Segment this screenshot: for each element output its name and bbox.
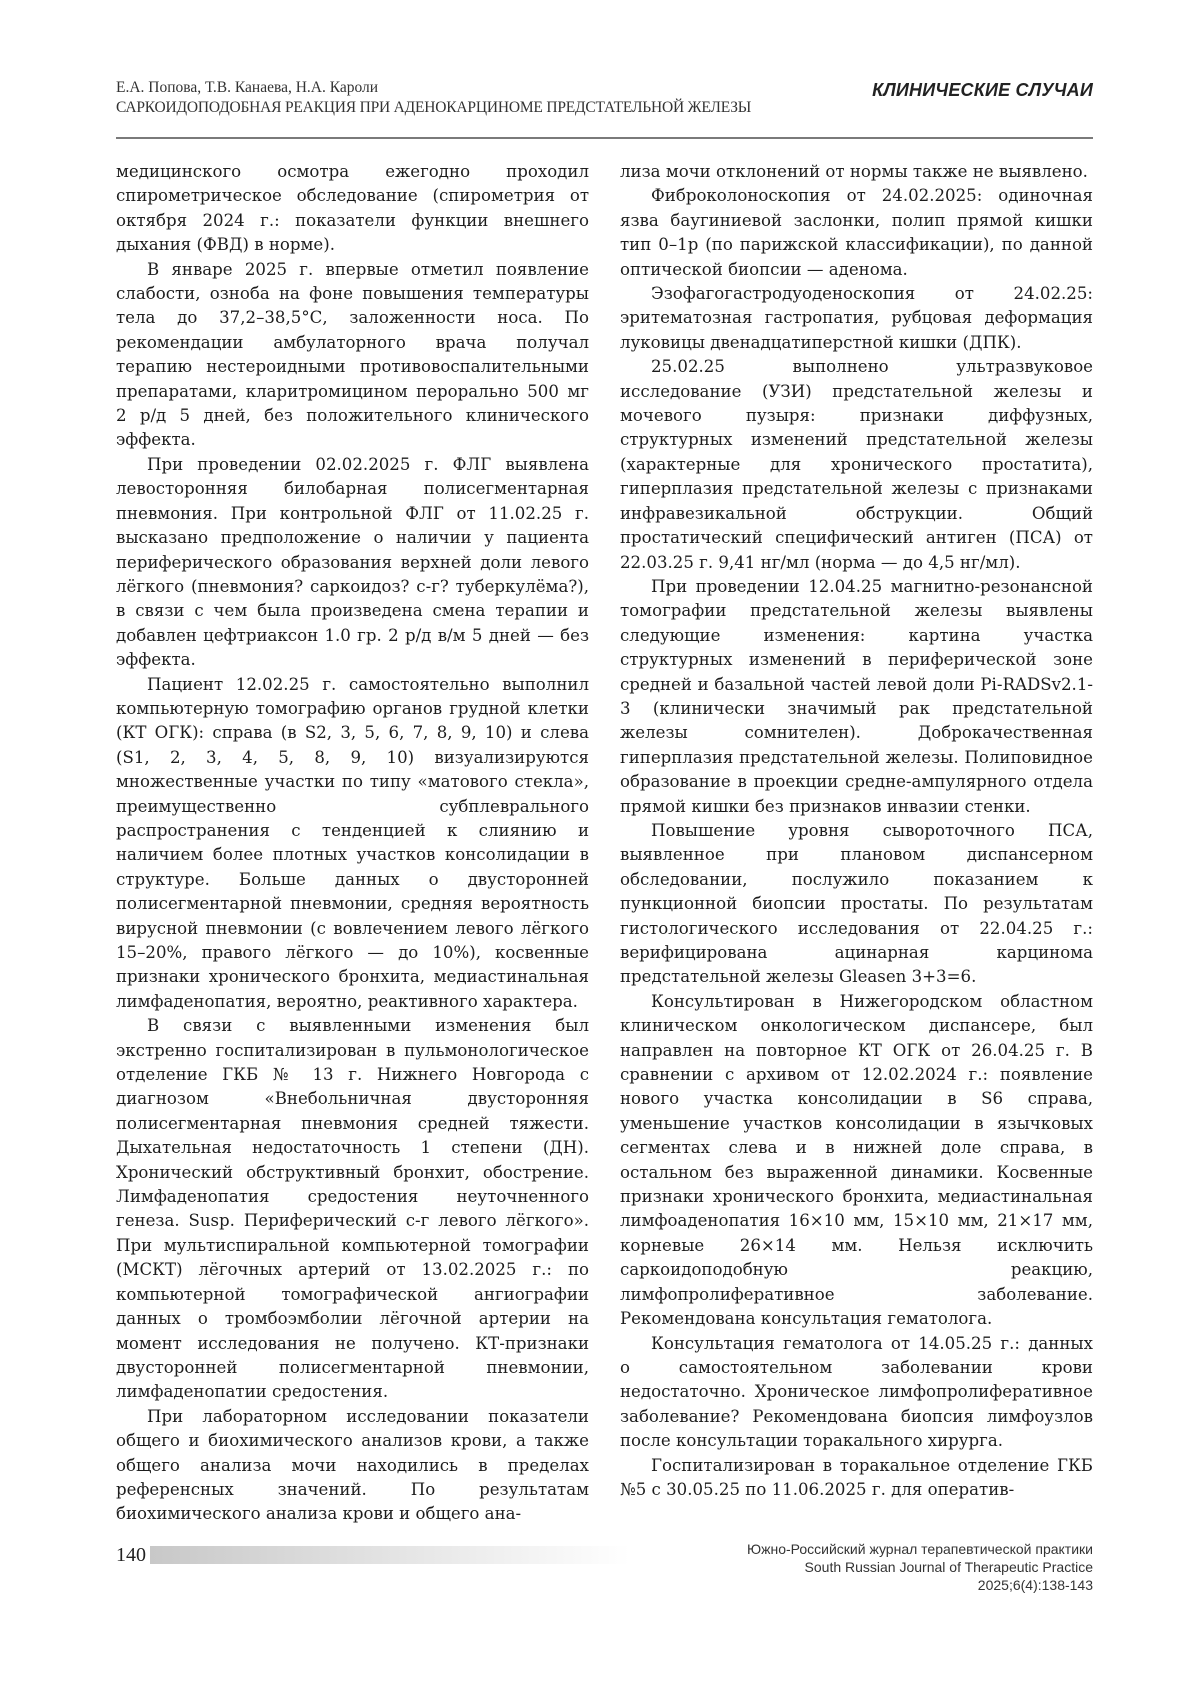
citation: 2025;6(4):138-143 bbox=[977, 1577, 1093, 1593]
footer-gradient-bar bbox=[150, 1546, 630, 1564]
paragraph: 25.02.25 выполнено ультразвуковое исследование (УЗИ) предстательной железы и мочевого пузыря: признаки диффузных, структурных изменений предстательной железы (характерные для хронического простатита), гиперплазия предстательной железы с признаками инфравезикальной обструкции. Общий простатический специфический антиген (ПСА) от 22.03.25 г. 9,41 нг/мл (норма — до 4,5 нг/мл). bbox=[620, 357, 1093, 572]
paragraph: При проведении 12.04.25 магнитно-резонансной томографии предстательной железы выявлены следующие изменения: картина участка структурных изменений в периферической зоне средней и базальной частей левой доли Pi-RADSv2.1-3 (клинически значимый рак предстательной железы сомнителен). Доброкачественная гиперплазия предстательной железы. Полиповидное образование в проекции средне-ампулярного отдела прямой кишки без признаков инвазии стенки. bbox=[620, 576, 1093, 816]
paragraph: При лабораторном исследовании показатели общего и биохимического анализов крови, а также общего анализа мочи находились в пределах референсных значений. По результатам биохимического анализа крови и общего ана- bbox=[116, 1406, 589, 1524]
paragraph: Эзофагогастродуоденоскопия от 24.02.25: эритематозная гастропатия, рубцовая деформация луковицы двенадцатиперстной кишки (ДПК). bbox=[620, 284, 1093, 352]
journal-name-en: South Russian Journal of Therapeutic Practice bbox=[804, 1559, 1093, 1575]
paragraph: Госпитализирован в торакальное отделение ГКБ №5 с 30.05.25 по 11.06.2025 г. для оператив- bbox=[620, 1455, 1093, 1499]
paragraph: медицинского осмотра ежегодно проходил спирометрическое обследование (спирометрия от октября 2024 г.: показатели функции внешнего дыхания (ФВД) в норме). bbox=[116, 162, 589, 255]
paragraph: В январе 2025 г. впервые отметил появление слабости, озноба на фоне повышения температуры тела до 37,2–38,5°С, заложенности носа. По рекомендации амбулаторного врача получал терапию нестероидными противовоспалительными препаратами, кларитромицином перорально 500 мг 2 р/д 5 дней, без положительного клинического эффекта. bbox=[116, 259, 589, 450]
page-number: 140 bbox=[116, 1544, 146, 1566]
paragraph: В связи с выявленными изменения был экстренно госпитализирован в пульмонологическое отделение ГКБ № 13 г. Нижнего Новгорода с диагнозом «Внебольничная двусторонняя полисегментарная пневмония средней тяжести. Дыхательная недостаточность 1 степени (ДН). Хронический обструктивный бронхит, обострение. Лимфаденопатия средостения неуточненного генеза. Susp. Периферический с-г левого лёгкого». При мультиспиральной компьютерной томографии (МСКТ) лёгочных артерий от 13.02.2025 г.: по компьютерной томографической ангиографии данных о тромбоэмболии лёгочной артерии на момент исследования не получено. КТ-признаки двусторонней полисегментарной пневмонии, лимфаденопатии средостения. bbox=[116, 1016, 589, 1402]
journal-name-ru: Южно-Российский журнал терапевтической практики bbox=[746, 1541, 1093, 1557]
paragraph: Консультация гематолога от 14.05.25 г.: данных о самостоятельном заболевании крови недостаточно. Хроническое лимфопролиферативное заболевание? Рекомендована биопсия лимфоузлов после консультации торакального хирурга. bbox=[620, 1333, 1093, 1451]
paragraph: Повышение уровня сывороточного ПСА, выявленное при плановом диспансерном обследовании, послужило показанием к пункционной биопсии простаты. По результатам гистологического исследования от 22.04.25 г.: верифицирована ацинарная карцинома предстательной железы Gleasen 3+3=6. bbox=[620, 820, 1093, 987]
running-header bbox=[116, 78, 876, 118]
left-column bbox=[116, 160, 589, 1527]
right-column bbox=[620, 160, 1093, 1502]
header-divider bbox=[116, 137, 1093, 139]
header-authors: Е.А. Попова, Т.В. Канаева, Н.А. Кароли bbox=[116, 79, 379, 96]
paragraph: Фиброколоноскопия от 24.02.2025: одиночная язва баугиниевой заслонки, полип прямой кишки тип 0–1p (по парижской классификации), по данной оптической биопсии — аденома. bbox=[620, 186, 1093, 279]
paragraph: Консультирован в Нижегородском областном клиническом онкологическом диспансере, был направлен на повторное КТ ОГК от 26.04.25 г. В сравнении с архивом от 12.02.2024 г.: появление нового участка консолидации в S6 справа, уменьшение участков консолидации в язычковых сегментах слева и в нижней доле справа, в остальном без выраженной динамики. Косвенные признаки хронического бронхита, медиастинальная лимфоаденопатия 16×10 мм, 15×10 мм, 21×17 мм, корневые 26×14 мм. Нельзя исключить саркоидоподобную реакцию, лимфопролиферативное заболевание. Рекомендована консультация гематолога. bbox=[620, 991, 1093, 1329]
paragraph: При проведении 02.02.2025 г. ФЛГ выявлена левосторонняя билобарная полисегментарная пневмония. При контрольной ФЛГ от 11.02.25 г. высказано предположение о наличии у пациента периферического образования верхней доли левого лёгкого (пневмония? саркоидоз? с-г? туберкулёма?), в связи с чем была произведена смена терапии и добавлен цефтриаксон 1.0 гр. 2 р/д в/м 5 дней — без эффекта. bbox=[116, 454, 589, 670]
header-section-label: КЛИНИЧЕСКИЕ СЛУЧАИ bbox=[872, 80, 1093, 100]
header-article-title: САРКОИДОПОДОБНАЯ РЕАКЦИЯ ПРИ АДЕНОКАРЦИНОМЕ ПРЕДСТАТЕЛЬНОЙ ЖЕЛЕЗЫ bbox=[116, 99, 752, 116]
paragraph: Пациент 12.02.25 г. самостоятельно выполнил компьютерную томографию органов грудной клетки (КТ ОГК): справа (в S2, 3, 5, 6, 7, 8, 9, 10) и слева (S1, 2, 3, 4, 5, 8, 9, 10) визуализируются множественные участки по типу «матового стекла», преимущественно субплеврального распространения с тенденцией к слиянию и наличием более плотных участков консолидации в структуре. Больше данных о двусторонней полисегментарной пневмонии, средняя вероятность вирусной пневмонии (с вовлечением левого лёгкого 15–20%, правого лёгкого — до 10%), косвенные признаки хронического бронхита, медиастинальная лимфаденопатия, вероятно, реактивного характера. bbox=[116, 674, 589, 1011]
journal-footer bbox=[653, 1540, 1093, 1594]
paragraph: лиза мочи отклонений от нормы также не выявлено. bbox=[620, 162, 1088, 181]
